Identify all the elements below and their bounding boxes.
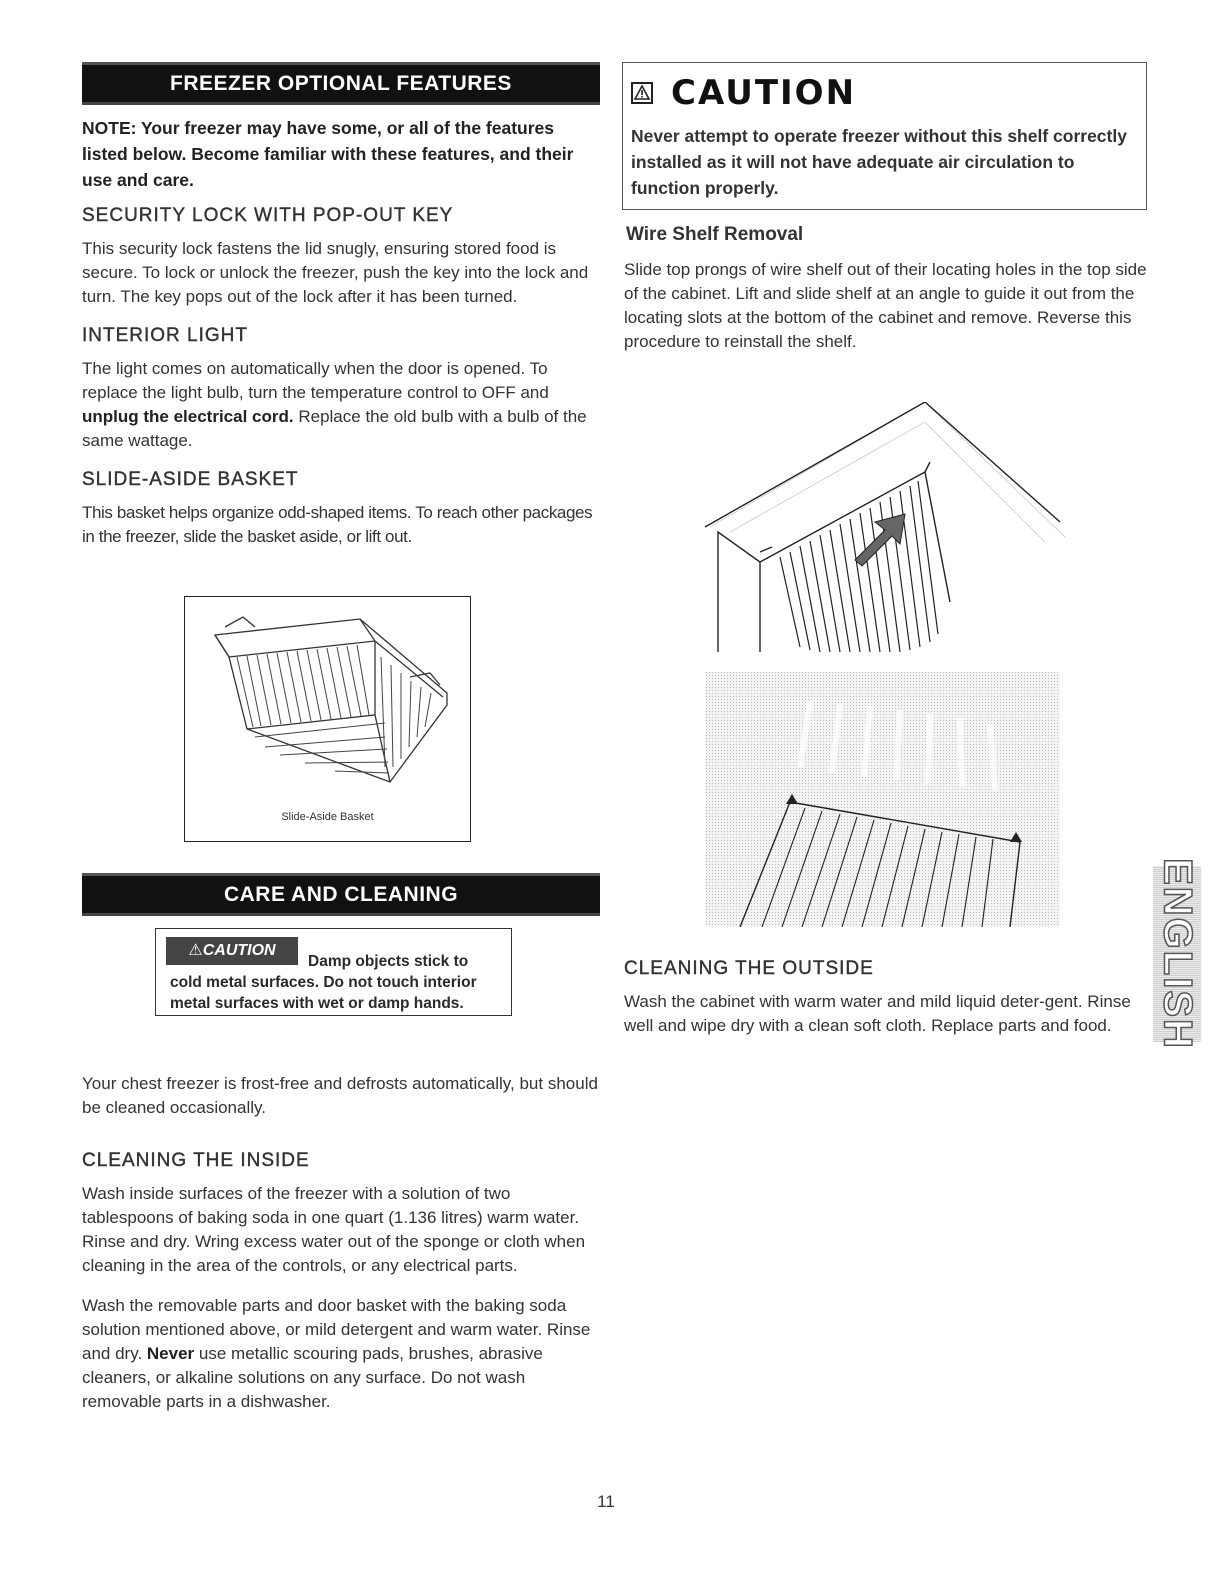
warning-icon [631,82,653,104]
cleaning-outside-heading: CLEANING THE OUTSIDE [624,958,874,979]
interior-light-body: The light comes on automatically when the door is opened. To replace the light bulb, turn the temperature control to OFF and unplug the electrical cord. Replace the old bulb with a bulb of the same wattage. [82,359,587,450]
caution-tag: ⚠CAUTION [166,937,298,965]
caution-text-rest: cold metal surfaces. Do not touch interior metal surfaces with wet or damp hands. [170,974,477,1012]
interior-light-heading: INTERIOR LIGHT [82,325,249,346]
shelf-figure-top [700,402,1065,662]
caution-word: CAUTION [671,73,857,113]
basket-caption: Slide-Aside Basket [281,811,374,823]
caution-text: Never attempt to operate freezer without this shelf correctly installed as it will not have adequate air circulation to function properly. [631,126,1127,198]
language-tab [1153,858,1201,1050]
cleaning-outside-body: Wash the cabinet with warm water and mild liquid deter-gent. Rinse well and wipe dry with a clean soft cloth. Replace parts and food. [624,992,1131,1035]
left-lower-column [80,1072,600,1430]
cleaning-inside-heading: CLEANING THE INSIDE [82,1150,310,1171]
basket-heading: SLIDE-ASIDE BASKET [82,469,299,490]
frost-free-text: Your chest freezer is frost-free and defrosts automatically, but should be cleaned occasionally. [82,1074,598,1117]
right-lower-column [622,958,1147,1054]
basket-body: This basket helps organize odd-shaped items. To reach other packages in the freezer, slide the basket aside, or lift out. [82,503,593,546]
section-banner-care-cleaning: CARE AND CLEANING [82,873,600,916]
care-cleaning-banner-wrap [82,873,600,916]
security-lock-heading: SECURITY LOCK WITH POP-OUT KEY [82,205,454,226]
left-column [80,62,600,565]
wire-shelf-heading: Wire Shelf Removal [626,224,804,245]
damp-objects-caution [155,928,512,1016]
page-number: 11 [597,1492,615,1511]
cleaning-inside-body-1: Wash inside surfaces of the freezer with a solution of two tablespoons of baking soda in one quart (1.136 litres) warm water. Rinse and dry. Wring excess water out of the sponge or cloth when cleaning in the area of the controls, or any electrical parts. [82,1184,586,1275]
caution-title [631,73,1136,113]
language-tab-label: ENGLISH [1155,858,1200,1050]
basket-illustration [185,597,469,797]
basket-figure [184,596,471,842]
wire-shelf-body: Slide top prongs of wire shelf out of their locating holes in the top side of the cabinet. Lift and slide shelf at an angle to guide it out from the locating slots at the bottom of the cabinet and remove. Reverse this procedure to reinstall the shelf. [624,260,1147,351]
cleaning-inside-body-2: Wash the removable parts and door basket with the baking soda solution mentioned above, or mild detergent and warm water. Rinse and dry. Never use metallic scouring pads, brushes, abrasive cleaners, or alkaline solutions on any surface. Do not wash removable parts in a dishwasher. [82,1296,591,1411]
shelf-figure-bottom [700,672,1065,927]
caution-text-first: Damp objects stick to [308,953,469,970]
note-text: NOTE: Your freezer may have some, or all of the features listed below. Become familiar with these features, and their use and care. [82,118,574,190]
security-lock-body: This security lock fastens the lid snugly, ensuring stored food is secure. To lock or unlock the freezer, push the key into the lock and turn. The key pops out of the lock after it has been turned. [82,239,589,306]
shelf-caution-box [622,62,1147,210]
section-banner-optional-features: FREEZER OPTIONAL FEATURES [82,62,600,105]
right-column [622,62,1147,370]
